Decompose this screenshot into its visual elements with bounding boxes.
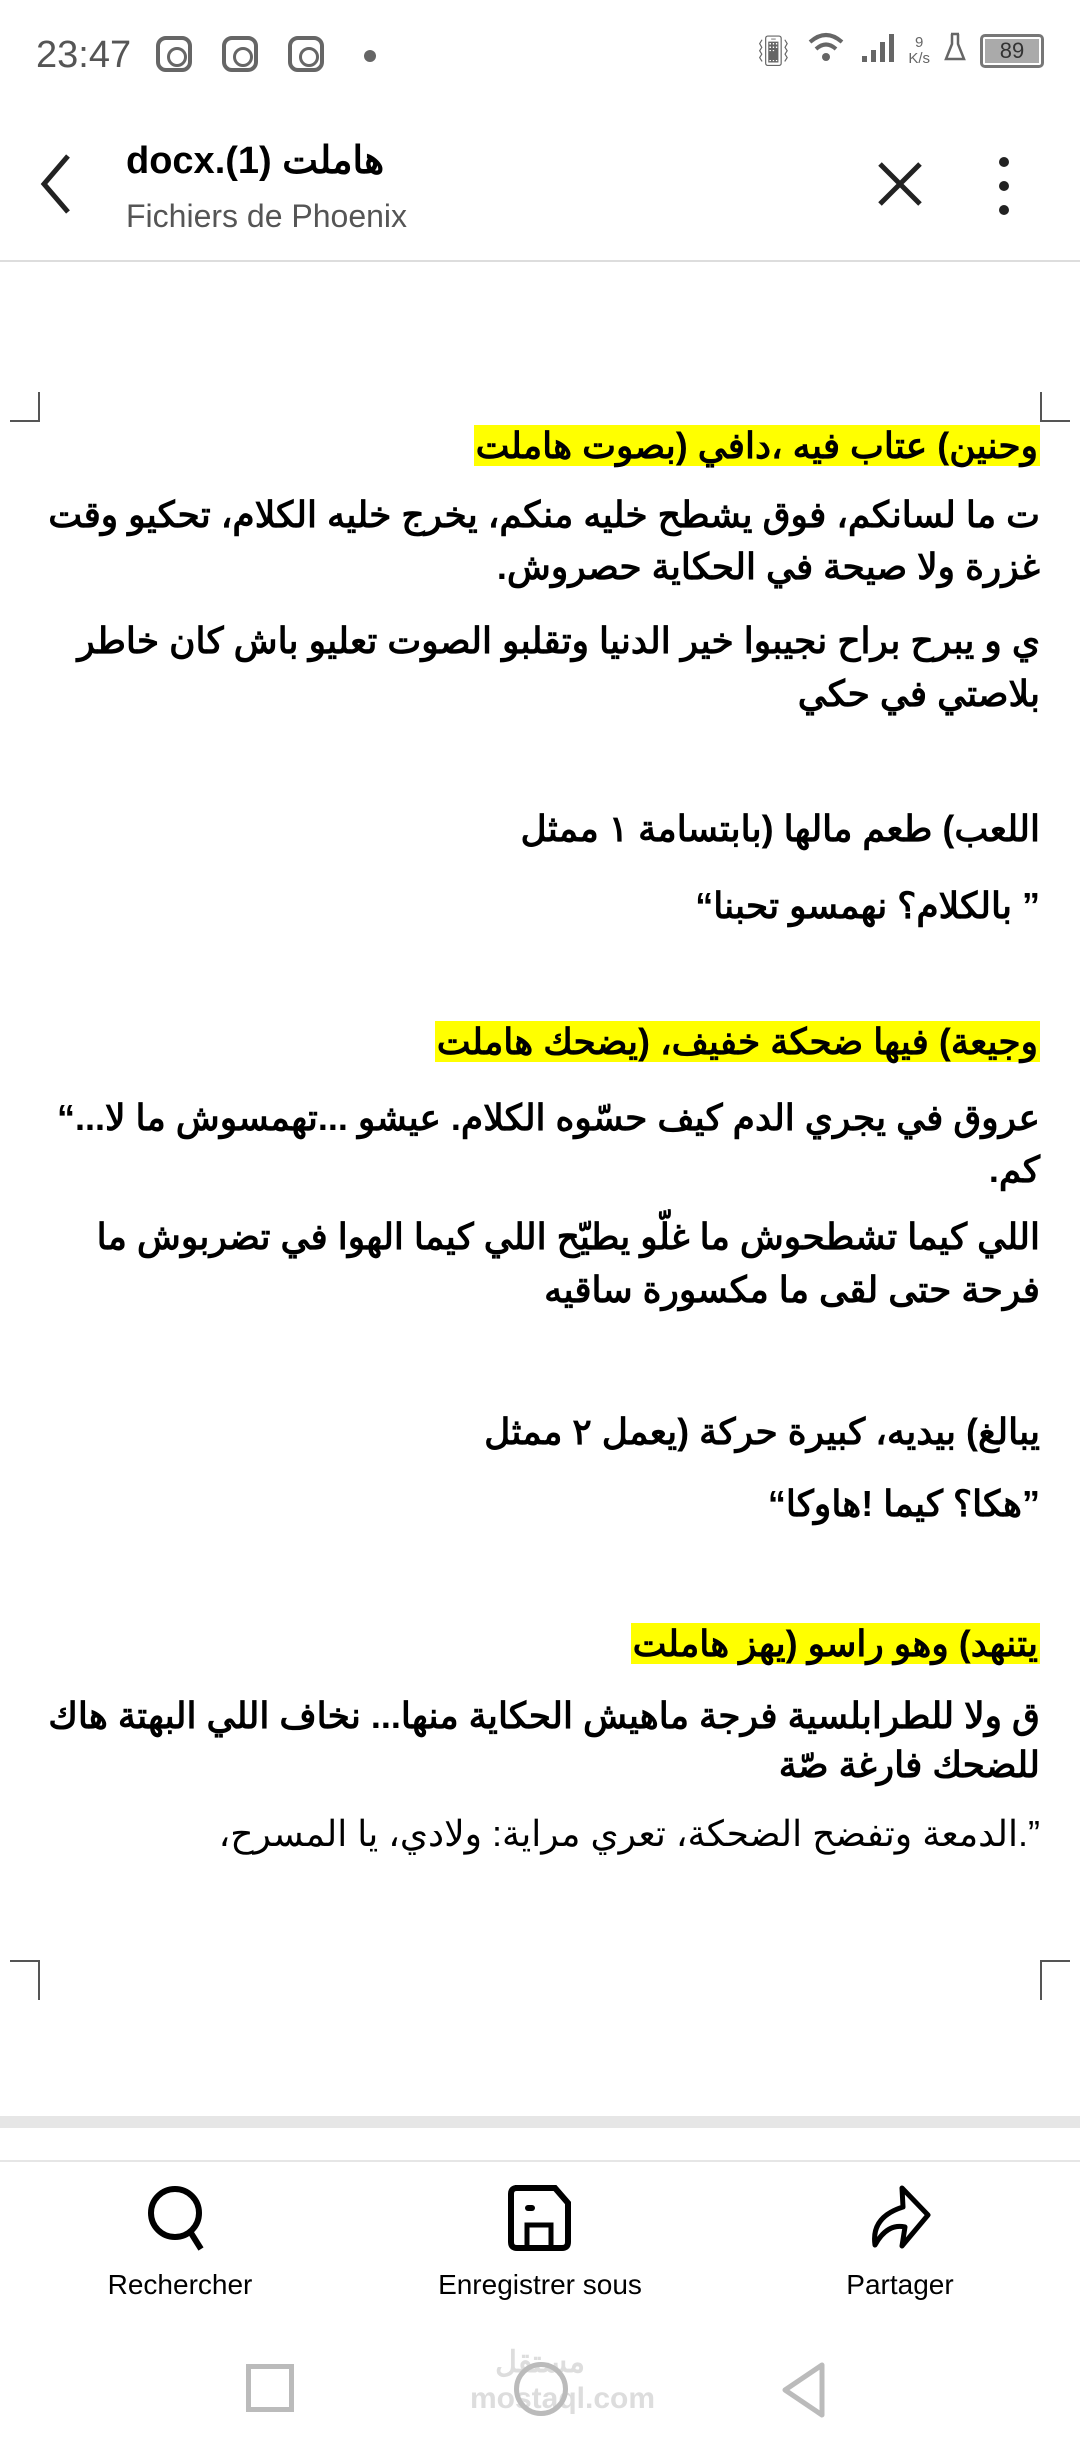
close-button[interactable] [876,160,924,213]
text-line: ي و يبرح براح نجيبوا خير الدنيا وتقلبو الصوت تعليو باش كان خاطر [77,620,1040,661]
vibrate-icon: 📳︎ [754,34,793,68]
text-line: للضحك فارغة صّة [778,1744,1040,1785]
text-line: يبالغ) بيديه، كبيرة حركة (يعمل ٢ ممثل [484,1411,1040,1452]
share-button[interactable] [750,2185,1050,2301]
text-line: اللعب) طعم مالها (بابتسامة ١ ممثل [520,808,1040,849]
net-speed [908,35,930,67]
back-nav-button[interactable] [780,2362,830,2423]
highlighted-stage-direction: يتنهد) وهو راسو (يهز هاملت [632,1623,1038,1664]
flask-icon [944,32,966,70]
recent-apps-button[interactable] [246,2364,294,2412]
text-line: ” بالكلام؟ نهمسو تحبنا“ [695,885,1040,926]
save-icon [507,2185,573,2251]
app-header [0,110,1080,262]
highlighted-stage-direction: وحنين) عتاب فيه ،دافي (بصوت هاملت [475,425,1038,466]
share-label: Partager [846,2269,954,2300]
instagram-notification-icon [156,36,192,72]
page-separator [0,2116,1080,2128]
page-corner-mark [10,392,40,422]
signal-icon [860,30,894,72]
search-button[interactable] [30,2185,330,2301]
clock: 23:47 [36,34,132,76]
wifi-icon [806,30,846,72]
text-line: ”.الدمعة وتفضح الضحكة، تعري مراية: ولادي، يا المسرح، [218,1813,1040,1854]
net-speed-value: 9 [914,34,924,51]
text-line: ق ولا للطرابلسية فرجة ماهيش الحكاية منها... نخاف اللي البهتة هاك [48,1695,1040,1736]
more-options-button[interactable] [996,156,1012,221]
document-title: docx.(1) هاملت [126,140,385,182]
watermark: مستقل mostaql.com [470,2346,656,2415]
more-notifications-icon [364,50,376,62]
text-line: اللي كيما تشطحوش ما غلّو يطيّح اللي كيما الهوا في تضربوش ما [96,1216,1040,1257]
text-line: عروق في يجري الدم كيف حسّوه الكلام. عيشو ...تهمسوش ما لا...“ [56,1097,1040,1138]
back-button[interactable] [36,152,76,221]
battery-icon [980,34,1044,68]
share-icon [865,2185,935,2251]
home-button[interactable] [514,2362,568,2416]
save-as-label: Enregistrer sous [438,2269,642,2300]
instagram-notification-icon [288,36,324,72]
text-line: كم. [988,1149,1040,1190]
document-source: Fichiers de Phoenix [126,198,408,234]
highlighted-stage-direction: وجيعة) فيها ضحكة خفيف، (يضحك هاملت [436,1021,1038,1062]
search-icon [145,2185,215,2251]
save-as-button[interactable] [390,2185,690,2301]
toolbar-divider [0,2160,1080,2162]
status-bar [0,0,1080,110]
text-line: بلاصتي في حكي [797,673,1040,714]
text-line: فرحة حتى لقى ما مكسورة ساقيه [544,1269,1040,1310]
net-speed-unit: K/s [908,50,930,67]
text-line: ”هكا؟ كيما !هاوكا“ [767,1483,1040,1524]
search-label: Rechercher [107,2269,253,2300]
page-corner-mark [1040,1960,1070,2000]
page-corner-mark [10,1960,40,2000]
instagram-notification-icon [222,36,258,72]
text-line: ت ما لسانكم، فوق يشطح خليه منكم، يخرج خليه الكلام، تحكيو وقت [48,494,1040,535]
text-line: غزرة ولا صيحة في الحكاية حصروش. [496,546,1040,587]
page-corner-mark [1040,392,1070,422]
battery-level: 89 [985,39,1039,63]
